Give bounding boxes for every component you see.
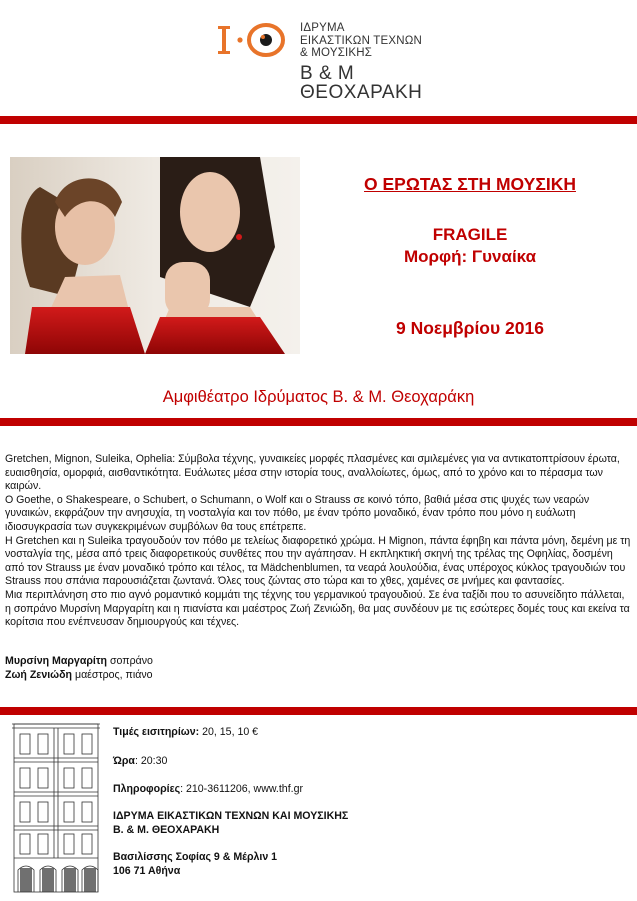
org-line: Β. & Μ. ΘΕΟΧΑΡΑΚΗ [113,823,220,836]
artist-line [5,655,153,669]
artist-name: Μυρσίνη Μαργαρίτη [5,655,108,667]
time-value: : 20:30 [134,755,168,767]
contact-label: Πληροφορίες [113,783,181,795]
description-paragraph: Ο Goethe, ο Shakespeare, ο Schubert, ο Schumann, ο Wolf και ο Strauss σε κοινό τόπο, βαθιά μέσα στις ψυχές των νεαρών γυναικών, εκφράζουν την ανησυχία, τη νοσταλγία και τον πόθο, με έναν τρόπο μοναδικό, έναν τρόπο που μόνο η ευάλωτη ιδιοσυγκρασία των συγκεκριμένων συμβόλων θα τους επέτρεπε. [5,493,590,533]
artist-name: Ζωή Ζενιώδη [5,668,73,681]
logo-line: ΙΔΡΥΜΑ [300,22,345,34]
logo-name [300,64,422,102]
org-line: ΙΔΡΥΜΑ ΕΙΚΑΣΤΙΚΩΝ ΤΕΧΝΩΝ ΚΑΙ ΜΟΥΣΙΚΗΣ [113,810,349,822]
address-line: 106 71 Αθήνα [113,864,181,877]
description-paragraph: Μια περιπλάνηση στο πιο αγνό ρομαντικό κομμάτι της τέχνης του γερμανικού τραγουδιού. Σε ένα ταξίδι που το ασυνείδητο πάλλεται, η σοπράνο Μυρσίνη Μαργαρίτη και η πιανίστα και μαέστρος Ζωή Ζενιώδη, θα μας συνδέουν με τις εσώτερες δομές τους και εκείνα τα κορίτσια που ενέπνευσαν δημιουργούς και τέχνες. [5,588,630,629]
logo-line: Β & Μ [300,63,355,84]
divider-bar [0,707,637,715]
contact-value[interactable]: : 210-3611206, www.thf.gr [180,783,304,795]
description [5,453,633,630]
description-paragraph: Η Gretchen και η Suleika τραγουδούν τον πόθο με τελείως διαφορετικό χρώμα. Η Mignon, πάντα έφηβη και πάντα μόνη, δεμένη με τη νοσταλγία της, μέσα από τρεις διαφορετικούς συνθέτες που την αγάπησαν. Η εκπληκτική σκηνή της τρέλας της Οφηλίας, δοσμένη από τον Strauss με έναν μοναδικό τρόπο και τέλος, τα Mädchenblumen, τα νεαρά λουλούδια, ένας υπέροχος κύκλος τραγουδιών του Strauss που σπάνια παρουσιάζεται ζωντανά. Όλες τους ζώντας στο τώρα και το χθες, χαμένες σε μνήμες και φαντασίες. [5,534,631,588]
logo-line: & ΜΟΥΣΙΚΗΣ [300,47,373,59]
artists-photo-illustration [10,157,300,354]
address [113,851,277,878]
event-venue: Αμφιθέατρο Ιδρύματος Β. & Μ. Θεοχαράκη [162,388,475,406]
contact-info [113,783,303,795]
tickets-label: Τιμές εισιτηρίων: [113,726,200,738]
event-date: 9 Νοεμβρίου 2016 [396,318,544,338]
building-illustration-icon [10,718,102,896]
logo-line: ΕΙΚΑΣΤΙΚΩΝ ΤΕΧΝΩΝ [300,34,423,47]
artist-role: μαέστρος, πιάνο [72,668,153,681]
tickets-value: 20, 15, 10 € [199,726,259,738]
divider-bar [0,418,637,426]
artists-photo [10,157,300,354]
logo-text [300,22,422,60]
description-paragraph: Gretchen, Mignon, Suleika, Ophelia: Σύμβολα τέχνης, γυναικείες μορφές πλασμένες και σμιλεμένες για να αντικατοπτρίσουν έρωτα, ευαισθησία, ομορφιά, αισθαντικότητα. Ευάλωτες μέσα στην ιστορία τους, αναλλοίωτες, όμως, από το χρόνο και το πέρασμα των καιρών. [5,453,620,493]
address-line: Βασιλίσσης Σοφίας 9 & Μέρλιν 1 [113,851,278,863]
artists-list [5,655,153,682]
artist-role: σοπράνο [107,655,153,667]
event-title: FRAGILE [432,225,508,244]
logo-line: ΘΕΟΧΑΡΑΚΗ [300,82,423,103]
time-info [113,755,167,767]
organization-name [113,810,348,837]
tickets-info [113,726,258,738]
time-label: Ώρα [113,755,135,767]
divider-bar [0,116,637,124]
series-title: Ο ΕΡΩΤΑΣ ΣΤΗ ΜΟΥΣΙΚΗ [364,174,576,194]
foundation-logo-icon [214,18,296,62]
artist-line [5,669,153,683]
event-subtitle: Μορφή: Γυναίκα [403,247,537,266]
